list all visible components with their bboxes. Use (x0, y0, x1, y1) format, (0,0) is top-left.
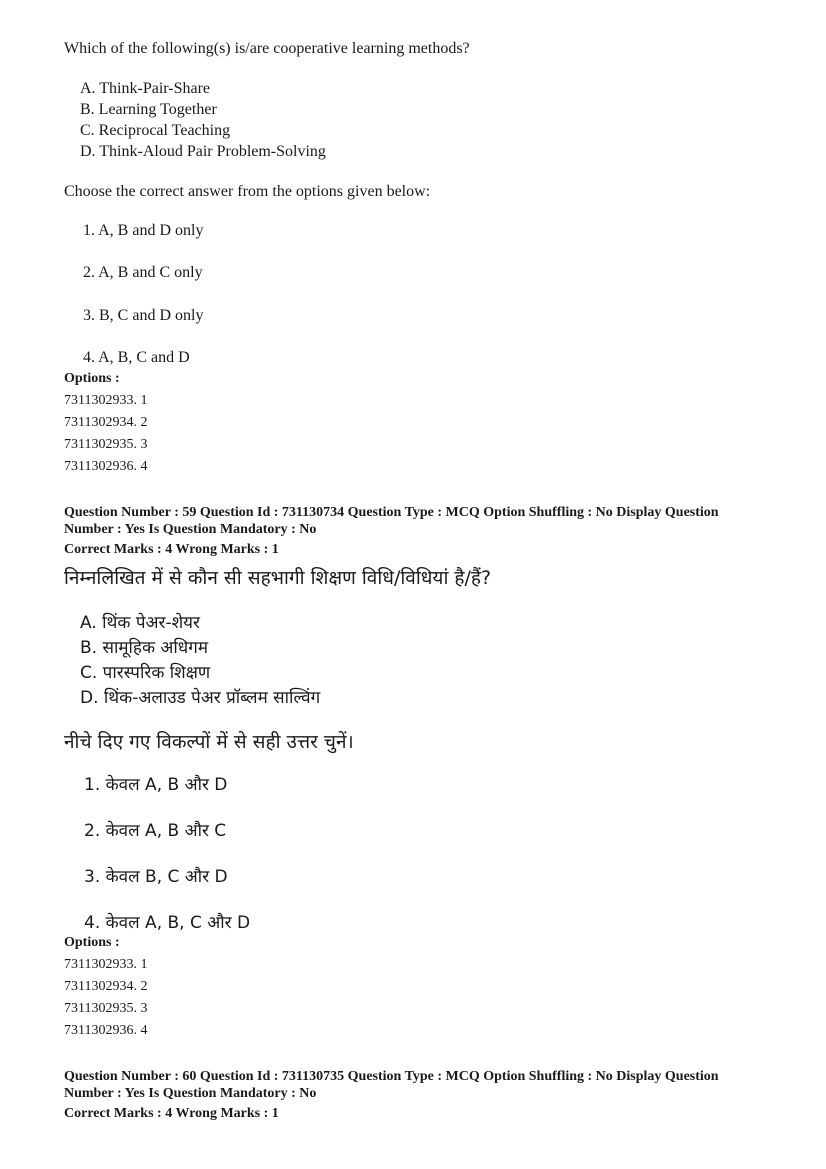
answer-choice: 1. केवल A, B और D (84, 775, 228, 795)
option-row: 7311302934. 2 (64, 415, 148, 430)
question-meta: Question Number : 59 Question Id : 731130734 Question Type : MCQ Option Shuffling : No Display Question (64, 505, 719, 520)
statement-item: D. थिंक-अलाउड पेअर प्रॉब्लम साल्विंग (80, 688, 321, 708)
answer-choice: 1. A, B and D only (83, 222, 204, 239)
answer-choice: 2. A, B and C only (83, 264, 203, 281)
answer-choice: 4. केवल A, B, C और D (84, 913, 251, 933)
options-label: Options : (64, 935, 120, 950)
question-text: निम्नलिखित में से कौन सी सहभागी शिक्षण विधि/विधियां है/हैं? (64, 567, 492, 589)
option-row: 7311302933. 1 (64, 957, 148, 972)
question-meta: Number : Yes Is Question Mandatory : No (64, 522, 317, 537)
question-meta: Number : Yes Is Question Mandatory : No (64, 1086, 317, 1101)
statement-item: A. थिंक पेअर-शेयर (80, 613, 200, 633)
option-row: 7311302935. 3 (64, 1001, 148, 1016)
options-label: Options : (64, 371, 120, 386)
option-row: 7311302936. 4 (64, 459, 148, 474)
marks-meta: Correct Marks : 4 Wrong Marks : 1 (64, 1106, 279, 1121)
answer-prompt: Choose the correct answer from the options given below: (64, 183, 431, 200)
statement-item: B. Learning Together (80, 101, 217, 118)
statement-item: C. पारस्परिक शिक्षण (80, 663, 211, 683)
answer-choice: 2. केवल A, B और C (84, 821, 227, 841)
option-row: 7311302933. 1 (64, 393, 148, 408)
answer-prompt: नीचे दिए गए विकल्पों में से सही उत्तर चुनें। (64, 731, 354, 753)
statement-item: B. सामूहिक अधिगम (80, 638, 209, 658)
statement-item: D. Think-Aloud Pair Problem-Solving (80, 143, 326, 160)
question-meta: Question Number : 60 Question Id : 731130735 Question Type : MCQ Option Shuffling : No Display Question (64, 1069, 719, 1084)
statement-item: C. Reciprocal Teaching (80, 122, 231, 139)
answer-choice: 3. केवल B, C और D (84, 867, 228, 887)
question-text: Which of the following(s) is/are cooperative learning methods? (64, 40, 470, 57)
answer-choice: 4. A, B, C and D (83, 349, 190, 366)
option-row: 7311302935. 3 (64, 437, 148, 452)
option-row: 7311302934. 2 (64, 979, 148, 994)
answer-choice: 3. B, C and D only (83, 307, 204, 324)
statement-item: A. Think-Pair-Share (80, 80, 211, 97)
marks-meta: Correct Marks : 4 Wrong Marks : 1 (64, 542, 279, 557)
option-row: 7311302936. 4 (64, 1023, 148, 1038)
